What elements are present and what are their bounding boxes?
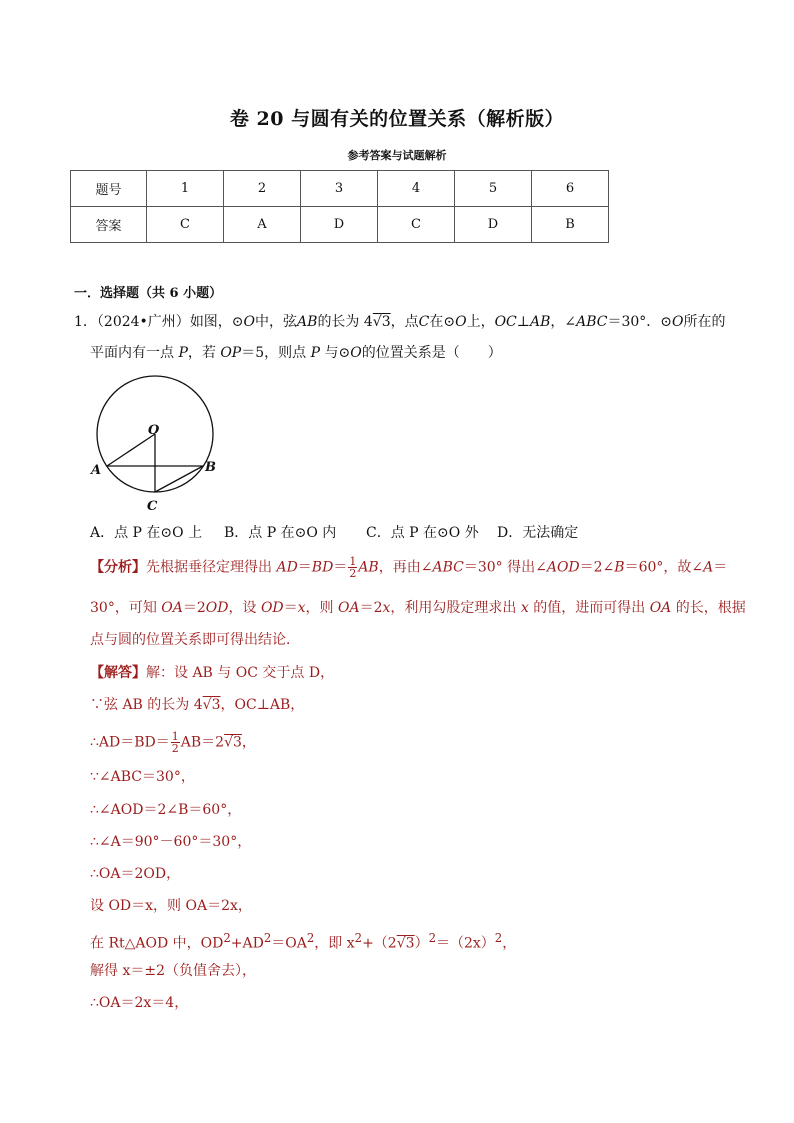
var: x: [520, 600, 529, 616]
fraction-half: [171, 731, 180, 754]
text: ，利用勾股定理求出: [390, 600, 521, 616]
text: ＝5，则点: [241, 345, 307, 361]
segment-cb: [155, 466, 203, 492]
solution-line-10: 解得 x＝±2（负值舍去），: [90, 963, 256, 979]
sqrt-expr: √3: [202, 697, 221, 713]
text: ＝2: [359, 600, 383, 616]
radicand: 3: [211, 697, 221, 713]
var: O: [350, 345, 362, 361]
analysis-tag: 【分析】: [90, 559, 146, 576]
var: P: [178, 345, 188, 361]
var: O: [455, 314, 467, 330]
label-o: O: [148, 423, 160, 438]
table-cell: D: [301, 207, 378, 243]
geometry-figure: [85, 372, 225, 514]
option-c: C．点 P 在⊙O 外: [366, 525, 479, 541]
table-cell: D: [455, 207, 532, 243]
solution-line-1: [90, 663, 334, 683]
var: C: [418, 314, 430, 330]
var: AB: [529, 314, 551, 330]
radicand: 3: [405, 935, 415, 952]
superscript: 2: [354, 931, 363, 945]
denominator: 2: [171, 742, 179, 755]
text: 上，: [466, 314, 495, 330]
text: 的长，根据: [671, 600, 746, 616]
solution-line-8: 设 OD＝x，则 OA＝2x，: [90, 898, 252, 914]
text: ，点: [390, 314, 419, 330]
solution-line-5: ∴∠AOD＝2∠B＝60°，: [90, 802, 242, 818]
var: OA: [161, 600, 183, 616]
label-a: A: [91, 463, 102, 478]
text: 如图，⊙: [189, 314, 244, 330]
text: 在⊙: [429, 314, 456, 330]
var: AB: [358, 559, 379, 576]
superscript: 2: [428, 931, 436, 945]
table-cell: B: [532, 207, 609, 243]
option-a: A．点 P 在⊙O 上: [90, 525, 203, 541]
page-subtitle: 参考答案与试题解析: [347, 149, 447, 162]
label-b: B: [205, 460, 216, 475]
var: P: [310, 345, 321, 361]
text: ∴AD＝BD＝: [90, 734, 170, 751]
question-number: 1．: [74, 314, 97, 330]
table-cell: A: [224, 207, 301, 243]
var: ABC: [576, 314, 608, 330]
text: AB＝2: [180, 734, 225, 751]
text: 30°，可知: [90, 600, 162, 616]
text: 平面内有一点: [90, 345, 174, 361]
text: ，若: [187, 345, 216, 361]
var: AB: [297, 314, 318, 330]
solution-line-7: ∴OA＝2OD，: [90, 866, 181, 882]
var: O: [243, 314, 256, 330]
text: ＝: [713, 559, 728, 576]
table-cell: C: [378, 207, 455, 243]
solution-line-2: [90, 695, 304, 715]
segment-oa: [107, 434, 155, 466]
var: OP: [220, 345, 242, 361]
question-line-2: [90, 343, 502, 363]
radicand: 3: [381, 314, 391, 330]
text: ⊥: [516, 314, 530, 330]
text: ，设: [228, 600, 261, 616]
text: 的值，进而可得出: [528, 600, 650, 616]
table-row: [71, 207, 609, 243]
solution-line-6: ∴∠A＝90°－60°＝30°，: [90, 834, 252, 850]
solution-line-9: 在 Rt△AOD 中，$OD^2+AD^2=OA^2$，即 $x^2+(2√3)^2=(2x)^2$，: [90, 931, 517, 952]
table-cell: C: [147, 207, 224, 243]
solution-tag: 【解答】: [90, 665, 146, 681]
var: BD: [311, 559, 334, 576]
sqrt-expr: √3: [224, 734, 242, 751]
text: 先根据垂径定理得出: [146, 559, 277, 576]
table-cell: 3: [301, 171, 378, 207]
text: ∵弦 AB 的长为 4: [90, 697, 203, 713]
solution-line-4: ∵∠ABC＝30°，: [90, 769, 195, 785]
answer-table: [70, 170, 609, 243]
fraction-half: [348, 556, 357, 579]
text: ＝OA: [271, 935, 307, 952]
text: ，再由∠: [378, 559, 433, 576]
text: ，则: [305, 600, 338, 616]
solution-line-3: [90, 731, 256, 754]
var: OD: [260, 600, 284, 616]
solution-line-11: ∴OA＝2x＝4，: [90, 995, 189, 1011]
table-cell: 6: [532, 171, 609, 207]
text: +（2: [362, 935, 397, 952]
text: ，: [241, 734, 256, 751]
text: 解：设 AB 与 OC 交于点 D，: [146, 665, 335, 681]
denominator: 2: [349, 567, 357, 580]
numerator: 1: [349, 555, 357, 568]
table-header-cell: 题号: [71, 171, 147, 207]
superscript: 2: [306, 931, 315, 945]
option-d: D．无法确定: [497, 525, 579, 541]
text: 中，弦: [255, 314, 298, 330]
option-b: B．点 P 在⊙O 内: [224, 525, 337, 541]
table-row: [71, 171, 609, 207]
var: x: [382, 600, 391, 616]
var: AD: [276, 559, 298, 576]
text: ，即 x: [314, 935, 355, 952]
table-cell: 1: [147, 171, 224, 207]
var: AOD: [546, 559, 580, 576]
text: ，∠: [550, 314, 577, 330]
var: x: [297, 600, 306, 616]
var: OD: [205, 600, 229, 616]
text: 的位置关系是（ ）: [361, 345, 502, 361]
text: ＝2∠: [579, 559, 615, 576]
superscript: 2: [494, 931, 503, 945]
table-cell: 2: [224, 171, 301, 207]
question-source: （2024•广州）: [96, 314, 190, 330]
table-cell: 4: [378, 171, 455, 207]
analysis-line-1: 【分析】先根据垂径定理得出 AD＝BD＝ $\frac{1}{2}$ AB，再由∠ABC＝30° 得出∠AOD＝2∠B＝60°，故∠A＝: [90, 555, 728, 580]
table-cell: 5: [455, 171, 532, 207]
text: 所在的: [683, 314, 726, 330]
var: O: [672, 314, 684, 330]
analysis-line-2: [90, 598, 746, 618]
var: OA: [338, 600, 360, 616]
sqrt-expr: √3: [372, 314, 391, 330]
text: ＝: [283, 600, 298, 616]
question-line-1: [74, 312, 726, 332]
var: OA: [649, 600, 672, 616]
text: 在 Rt△AOD 中，OD: [90, 935, 224, 952]
text: ＝30° 得出∠: [463, 559, 547, 576]
label-c: C: [147, 499, 158, 514]
superscript: 2: [223, 931, 231, 945]
text: 的长为 4: [317, 314, 373, 330]
var: OC: [494, 314, 517, 330]
page-title: 卷 20 与圆有关的位置关系（解析版）: [229, 108, 565, 130]
text: 与⊙: [324, 345, 351, 361]
var: ABC: [432, 559, 464, 576]
section-heading: 一．选择题（共 6 小题）: [74, 286, 223, 301]
table-header-cell: 答案: [71, 207, 147, 243]
radicand: 3: [233, 734, 242, 751]
text: ＝30°．⊙: [607, 314, 673, 330]
sqrt-expr: √3: [396, 935, 415, 952]
var: B: [614, 559, 625, 576]
text: ）: [414, 935, 429, 952]
var: A: [703, 559, 714, 576]
text: ＝60°，故∠: [624, 559, 704, 576]
text: ＝（2x）: [435, 935, 495, 952]
text: ，OC⊥AB，: [220, 697, 305, 713]
superscript: 2: [263, 931, 272, 945]
text: ＝2: [182, 600, 206, 616]
analysis-line-3: 点与圆的位置关系即可得出结论．: [90, 632, 300, 648]
numerator: 1: [171, 730, 179, 743]
text: +AD: [230, 935, 264, 952]
